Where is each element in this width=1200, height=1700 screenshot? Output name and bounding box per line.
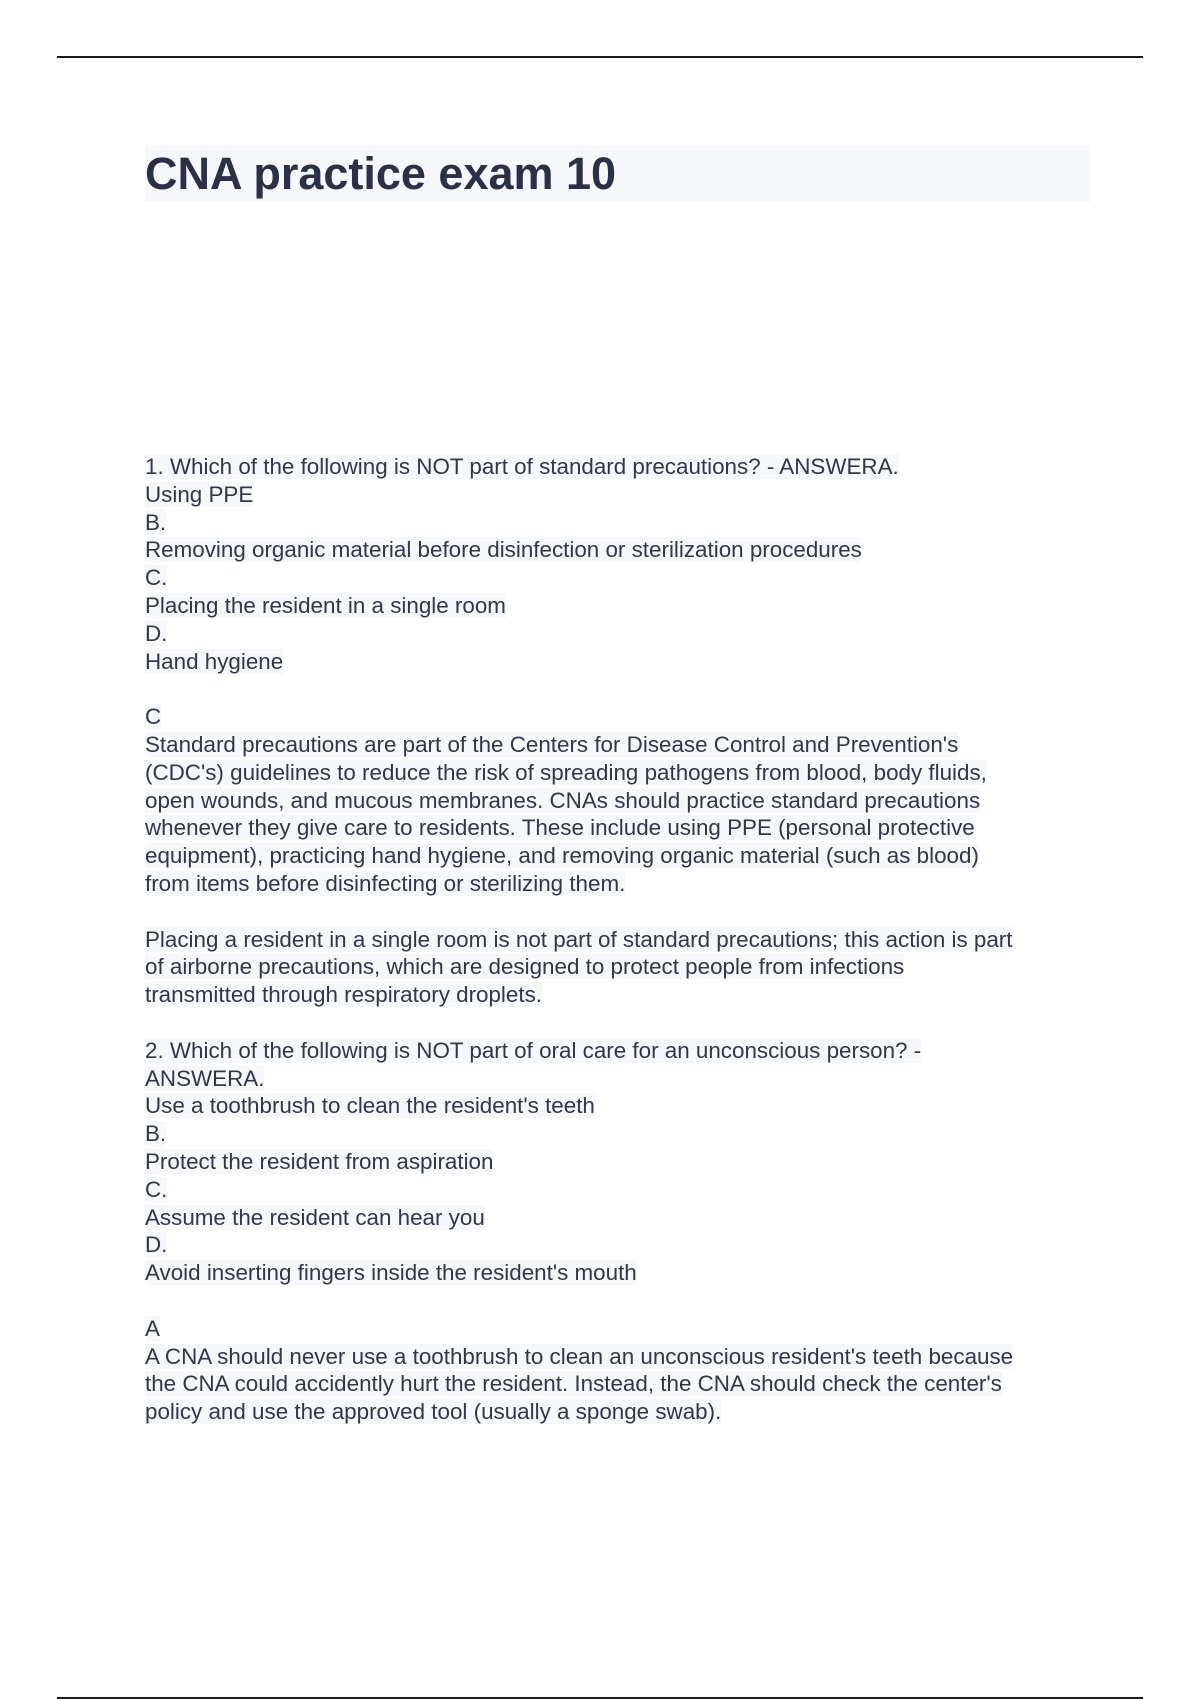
explanation-line: the CNA could accidently hurt the resident. Instead, the CNA should check the center's bbox=[145, 1371, 1002, 1397]
question-1-option-a: Using PPE bbox=[145, 481, 254, 507]
document-title: CNA practice exam 10 bbox=[145, 148, 617, 199]
explanation-line: of airborne precautions, which are designed to protect people from infections bbox=[145, 954, 905, 980]
question-1-option-c-label: C. bbox=[145, 565, 168, 591]
question-1-option-d-label: D. bbox=[145, 620, 168, 646]
question-1-option-d: Hand hygiene bbox=[145, 648, 284, 674]
question-2-option-a: Use a toothbrush to clean the resident's teeth bbox=[145, 1093, 595, 1119]
question-1-explanation-2 bbox=[145, 926, 1090, 1009]
bottom-rule bbox=[57, 1697, 1143, 1699]
explanation-line: Standard precautions are part of the Centers for Disease Control and Prevention's bbox=[145, 731, 959, 757]
document-content bbox=[145, 453, 1090, 1426]
question-1-option-c: Placing the resident in a single room bbox=[145, 592, 506, 618]
explanation-line: open wounds, and mucous membranes. CNAs should practice standard precautions bbox=[145, 787, 981, 813]
question-2-option-d: Avoid inserting fingers inside the resident's mouth bbox=[145, 1260, 637, 1286]
explanation-line: (CDC's) guidelines to reduce the risk of spreading pathogens from blood, body fluids, bbox=[145, 759, 987, 785]
question-2-option-c-label: C. bbox=[145, 1176, 168, 1202]
question-2-option-b-label: B. bbox=[145, 1121, 167, 1147]
explanation-line: equipment), practicing hand hygiene, and removing organic material (such as blood) bbox=[145, 843, 979, 869]
question-1 bbox=[145, 453, 1090, 1009]
explanation-line: whenever they give care to residents. These include using PPE (personal protective bbox=[145, 815, 975, 841]
explanation-line: transmitted through respiratory droplets. bbox=[145, 982, 542, 1008]
explanation-line: from items before disinfecting or sterilizing them. bbox=[145, 870, 626, 896]
explanation-line: A CNA should never use a toothbrush to clean an unconscious resident's teeth because bbox=[145, 1343, 1014, 1369]
question-2-explanation-1 bbox=[145, 1343, 1090, 1426]
question-1-text: 1. Which of the following is NOT part of standard precautions? - ANSWERA. bbox=[145, 454, 899, 479]
question-2 bbox=[145, 1037, 1090, 1426]
question-2-answer: A bbox=[145, 1315, 160, 1341]
explanation-line: Placing a resident in a single room is not part of standard precautions; this action is part bbox=[145, 926, 1013, 952]
question-2-text-cont: ANSWERA. bbox=[145, 1065, 265, 1091]
top-rule bbox=[57, 56, 1143, 58]
question-1-explanation-1 bbox=[145, 731, 1090, 898]
question-2-text: 2. Which of the following is NOT part of oral care for an unconscious person? - bbox=[145, 1037, 922, 1063]
title-block bbox=[145, 146, 1090, 202]
question-1-answer: C bbox=[145, 704, 162, 730]
explanation-line: policy and use the approved tool (usually a sponge swab). bbox=[145, 1399, 722, 1425]
question-1-option-b-label: B. bbox=[145, 509, 167, 535]
question-2-option-c: Assume the resident can hear you bbox=[145, 1204, 485, 1230]
question-1-option-b: Removing organic material before disinfection or sterilization procedures bbox=[145, 537, 862, 563]
question-2-option-d-label: D. bbox=[145, 1232, 168, 1258]
question-2-option-b: Protect the resident from aspiration bbox=[145, 1148, 494, 1174]
